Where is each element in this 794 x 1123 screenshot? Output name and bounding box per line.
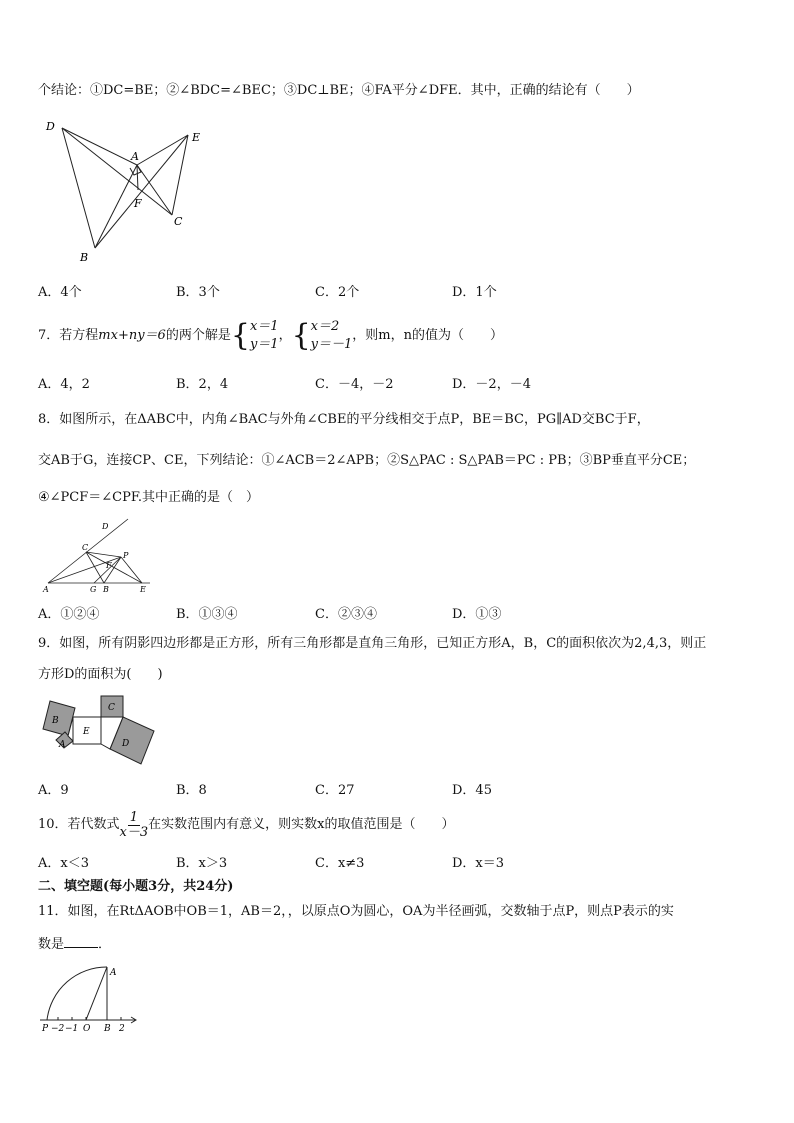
q11-label-o: O	[83, 1024, 91, 1034]
q10-option-d[interactable]: D．x＝3	[452, 856, 505, 871]
q7-stem-before: 7．若方程	[38, 328, 99, 343]
q6-stem: 个结论：①DC=BE；②∠BDC=∠BEC；③DC⊥BE；④FA平分∠DFE．其中，正确的结论有（ ）	[38, 83, 640, 98]
q8-label-b: B	[103, 585, 109, 594]
q11-tick-minus-2: −2	[51, 1024, 65, 1034]
q9-line-1: 9．如图，所有阴影四边形都是正方形，所有三角形都是直角三角形，已知正方形A，B，C的面积依次为2,4,3，则正	[38, 636, 707, 651]
q6-label-e: E	[192, 131, 201, 144]
q8-label-c: C	[82, 543, 89, 552]
q7-solution-1: x＝1 y＝1	[249, 318, 279, 352]
q7-stem-after: ，则m，n的值为（ ）	[352, 328, 503, 343]
q8-options	[38, 603, 758, 621]
q11-label-a: A	[110, 968, 117, 978]
q11-tick-minus-1: −1	[65, 1024, 79, 1034]
q10-fraction: $\frac{1}{x-3}$	[119, 809, 149, 840]
q8-option-b[interactable]: B．①③④	[176, 607, 238, 622]
q8-line-1: 8．如图所示，在ΔABC中，内角∠BAC与外角∠CBE的平分线相交于点P，BE＝BC，PG∥AD交BC于F，	[38, 412, 650, 427]
q11-label-p: P	[42, 1024, 49, 1034]
q6-label-d: D	[46, 120, 55, 133]
section-2-heading: 二、填空题(每小题3分，共24分)	[38, 879, 234, 894]
q9-label-a: A	[59, 740, 66, 750]
q8-label-a: A	[43, 585, 49, 594]
q8-figure	[42, 516, 162, 594]
q10-option-a[interactable]: A．x＜3	[38, 856, 89, 871]
q6-label-f: F	[134, 197, 142, 210]
q11-label-b: B	[104, 1024, 111, 1034]
q6-option-b[interactable]: B．3个	[176, 285, 220, 300]
q11-figure	[38, 965, 143, 1033]
q10-options	[38, 852, 758, 870]
q8-option-c[interactable]: C．②③④	[315, 607, 377, 622]
q6-option-a[interactable]: A．4个	[38, 285, 82, 300]
q7-option-c[interactable]: C．－4，－2	[315, 377, 394, 392]
q9-label-d: D	[122, 739, 130, 749]
q6-option-d[interactable]: D．1个	[452, 285, 497, 300]
q11-line-1: 11．如图，在RtΔAOB中OB＝1，AB＝2，，以原点O为圆心，OA为半径画弧，交数轴于点P，则点P表示的实	[38, 904, 674, 919]
q7-option-b[interactable]: B．2，4	[176, 377, 229, 392]
q11-line-2-after: ．	[98, 937, 112, 952]
q11-tick-2: 2	[119, 1024, 125, 1034]
q7-option-a[interactable]: A．4，2	[38, 377, 90, 392]
q7-option-d[interactable]: D．－2，－4	[452, 377, 531, 392]
q7-stem-mid: 的两个解是	[165, 328, 231, 343]
q8-label-p: P	[123, 551, 129, 560]
q7-solution-separator: ，	[278, 328, 292, 343]
q9-line-2: 方形D的面积为( )	[38, 667, 163, 682]
q6-figure	[40, 115, 220, 265]
q10-option-b[interactable]: B．x＞3	[176, 856, 228, 871]
q6-label-a: A	[131, 150, 139, 163]
q9-option-a[interactable]: A．9	[38, 783, 69, 798]
q7-options	[38, 373, 758, 391]
q6-option-c[interactable]: C．2个	[315, 285, 360, 300]
q9-option-b[interactable]: B．8	[176, 783, 207, 798]
q8-label-d: D	[102, 522, 109, 531]
q9-figure	[36, 696, 161, 766]
q7-equation: mx+ny＝6	[98, 328, 166, 343]
q9-label-c: C	[108, 703, 115, 713]
q10-stem-after: 在实数范围内有意义，则实数x的取值范围是（ ）	[148, 817, 455, 832]
q9-options	[38, 779, 758, 797]
q8-label-e: E	[140, 585, 146, 594]
q8-line-3: ④∠PCF＝∠CPF.其中正确的是（ ）	[38, 490, 259, 505]
q7-stem: 7．若方程mx+ny＝6的两个解是{x＝1 y＝1，{x＝2 y＝－1，则m，n的值为（ ）	[38, 317, 503, 353]
q8-label-g: G	[90, 585, 97, 594]
q8-line-2: 交AB于G，连接CP、CE，下列结论：①∠ACB＝2∠APB；②S△PAC : S△PAB＝PC : PB；③BP垂直平分CE；	[38, 453, 696, 468]
q6-label-b: B	[80, 251, 89, 264]
q6-options	[38, 281, 758, 299]
q10-stem	[38, 805, 455, 845]
q10-stem-before: 10．若代数式	[38, 817, 120, 832]
q8-label-f: F	[106, 561, 112, 570]
q11-answer-blank[interactable]	[64, 935, 98, 948]
q8-option-d[interactable]: D．①③	[452, 607, 502, 622]
q9-label-e: E	[83, 727, 90, 737]
q9-option-d[interactable]: D．45	[452, 783, 492, 798]
q10-option-c[interactable]: C．x≠3	[315, 856, 365, 871]
q6-label-c: C	[174, 215, 183, 228]
q11-line-2	[38, 935, 111, 954]
q7-solution-2: x＝2 y＝－1	[310, 318, 353, 352]
q11-line-2-before: 数是	[38, 937, 65, 952]
q9-option-c[interactable]: C．27	[315, 783, 355, 798]
q9-label-b: B	[52, 716, 59, 726]
q8-option-a[interactable]: A．①②④	[38, 607, 100, 622]
